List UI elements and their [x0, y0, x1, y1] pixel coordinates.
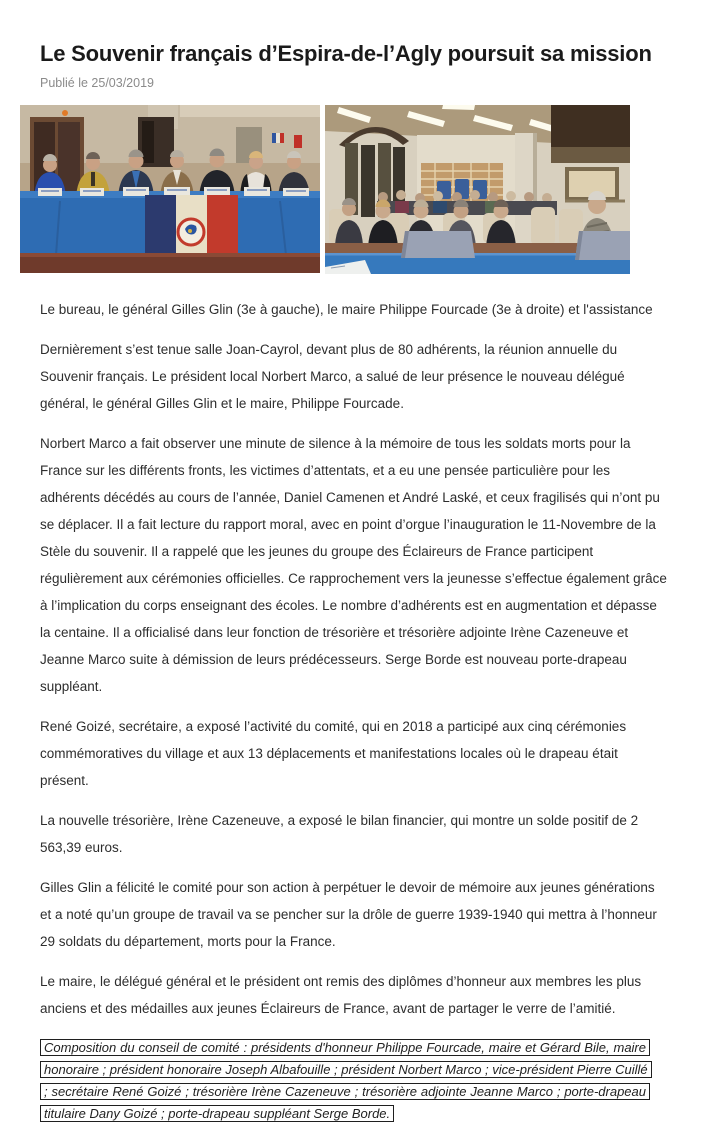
paragraph-5: Gilles Glin a félicité le comité pour son action à perpétuer le devoir de mémoire aux jeunes générations et a noté qu’un groupe de travail va se pencher sur la drôle de guerre 1939-1940 qui mettra à l’honneur 29 soldats du département, morts pour la France. — [40, 880, 657, 949]
photo-assistance — [325, 105, 630, 274]
publish-date: Publié le 25/03/2019 — [40, 76, 154, 90]
composition-text: Composition du conseil de comité : présidents d'honneur Philippe Fourcade, maire et Gérard Bile, maire honoraire ; président honoraire Joseph Albafouille ; président Norbert Marco ; vice-président Pierre Cuillé ; secrétaire René Goizé ; trésorière Irène Cazeneuve ; trésorière adjointe Jeanne Marco ; porte-drapeau titulaire Dany Goizé ; porte-drapeau suppléant Serge Borde. — [40, 1039, 652, 1122]
paragraph-3: René Goizé, secrétaire, a exposé l’activité du comité, qui en 2018 a participé aux cinq cérémonies commémoratives du village et aux 13 déplacements et manifestations locales où le drapeau était présent. — [40, 719, 627, 788]
paragraph-2: Norbert Marco a fait observer une minute de silence à la mémoire de tous les soldats morts pour la France sur les différents fronts, les victimes d’attentats, et a eu une pensée particulière pour les adhérents décédés au cours de l’année, Daniel Camenen et André Laské, et ceux fragilisés qui n’ont pu se déplacer. Il a fait lecture du rapport moral, avec en point d’orgue l’inauguration le 11-Novembre de la Stèle du souvenir. Il a rappelé que les jeunes du groupe des Éclaireurs de France participent régulièrement aux cérémonies officielles. Ce rapprochement vers la jeunesse s’effectue également grâce à l’implication du corps enseignant des écoles. Le nombre d’adhérents est en augmentation et dépasse la centaine. Il a officialisé dans leur fonction de trésorière et trésorière adjointe Irène Cazeneuve et Jeanne Marco suite à démission de leurs prédécesseurs. Serge Borde est nouveau porte-drapeau suppléant. — [40, 436, 667, 694]
photo-bureau — [20, 105, 320, 273]
composition-note — [40, 1037, 650, 1125]
page-title: Le Souvenir français d’Espira-de-l’Agly poursuit sa mission — [40, 41, 652, 66]
paragraph-1: Dernièrement s’est tenue salle Joan-Cayrol, devant plus de 80 adhérents, la réunion annuelle du Souvenir français. Le président local Norbert Marco, a salué de leur présence le nouveau délégué général, le général Gilles Glin et le maire, Philippe Fourcade. — [40, 342, 625, 411]
paragraph-4: La nouvelle trésorière, Irène Cazeneuve, a exposé le bilan financier, qui montre un solde positif de 2 563,39 euros. — [40, 813, 639, 855]
paragraph-6: Le maire, le délégué général et le président ont remis des diplômes d’honneur aux membres les plus anciens et des médailles aux jeunes Éclaireurs de France, avant de partager le verre de l’amitié. — [40, 974, 642, 1016]
photo-caption: Le bureau, le général Gilles Glin (3e à gauche), le maire Philippe Fourcade (3e à droite) et l'assistance — [40, 302, 653, 317]
photo-row — [20, 105, 630, 274]
